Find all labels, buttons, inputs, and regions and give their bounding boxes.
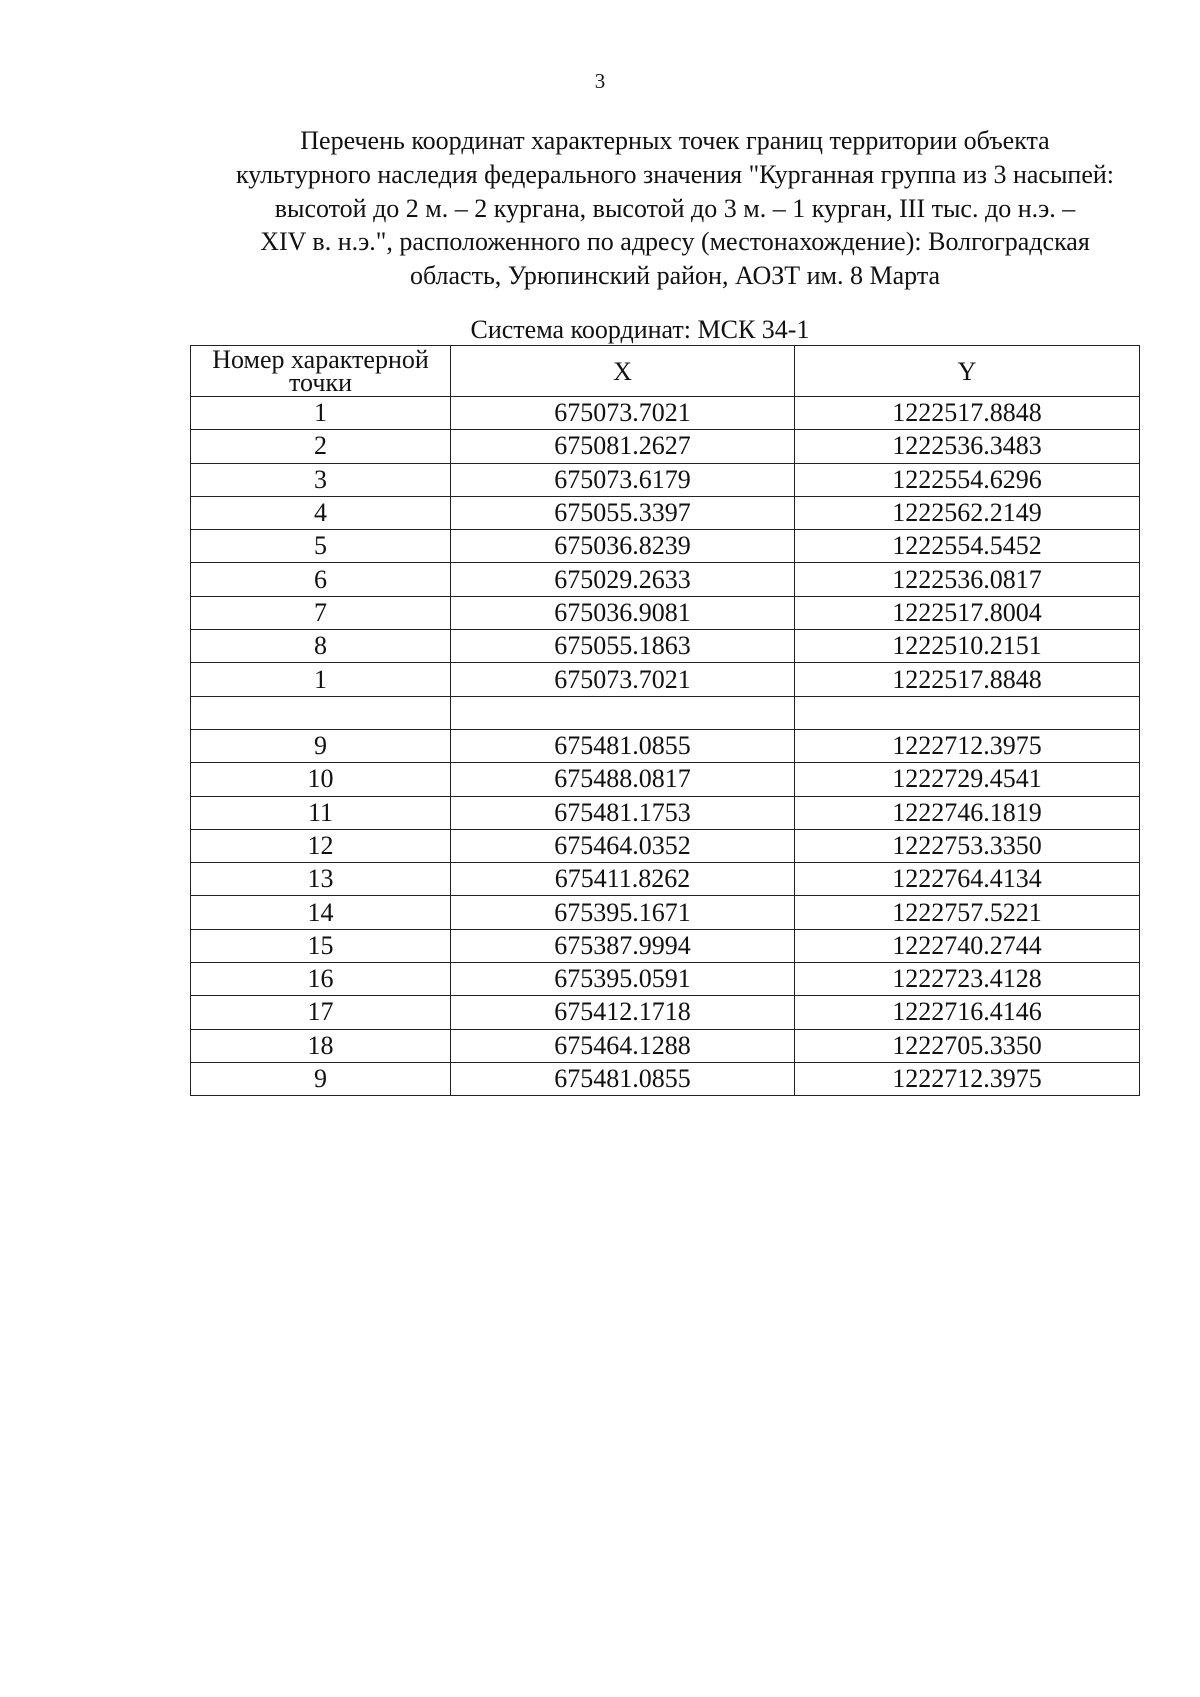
point-number-cell: 1 [191,663,451,696]
x-coordinate-cell: 675464.1288 [451,1029,795,1062]
table-row [191,863,1140,896]
y-coordinate-cell: 1222753.3350 [795,829,1140,862]
x-coordinate-cell: 675073.7021 [451,663,795,696]
table-row [191,763,1140,796]
y-coordinate-cell: 1222510.2151 [795,630,1140,663]
y-coordinate-cell: 1222705.3350 [795,1029,1140,1062]
x-coordinate-cell: 675481.1753 [451,796,795,829]
title-line: Перечень координат характерных точек границ территории объекта [300,126,1050,155]
x-coordinate-cell: 675412.1718 [451,996,795,1029]
table-row [191,530,1140,563]
y-coordinate-cell: 1222562.2149 [795,496,1140,529]
point-number-cell: 9 [191,1062,451,1095]
y-coordinate-cell: 1222712.3975 [795,729,1140,762]
y-coordinate-cell: 1222517.8848 [795,397,1140,430]
point-number-cell: 15 [191,929,451,962]
table-row [191,696,1140,729]
y-coordinate-cell: 1222740.2744 [795,929,1140,962]
table-body [191,397,1140,1096]
header-point-number [191,346,451,397]
table-row [191,496,1140,529]
table-row [191,596,1140,629]
x-coordinate-cell: 675395.1671 [451,896,795,929]
y-coordinate-cell: 1222554.5452 [795,530,1140,563]
x-coordinate-cell: 675481.0855 [451,1062,795,1095]
x-coordinate-cell: 675055.3397 [451,496,795,529]
x-coordinate-cell: 675081.2627 [451,430,795,463]
y-coordinate-cell: 1222517.8004 [795,596,1140,629]
document-title [150,124,1200,293]
title-line: культурного наследия федерального значения "Курганная группа из 3 насыпей: [235,159,1115,189]
x-coordinate-cell: 675055.1863 [451,630,795,663]
x-coordinate-cell [451,696,795,729]
point-number-cell: 5 [191,530,451,563]
table-row [191,663,1140,696]
header-point-number-line1: Номер характерной [212,345,429,374]
table-row [191,963,1140,996]
y-coordinate-cell [795,696,1140,729]
x-coordinate-cell: 675481.0855 [451,729,795,762]
y-coordinate-cell: 1222536.3483 [795,430,1140,463]
x-coordinate-cell: 675036.9081 [451,596,795,629]
point-number-cell: 8 [191,630,451,663]
y-coordinate-cell: 1222517.8848 [795,663,1140,696]
coordinates-table [190,345,1140,1096]
table-row [191,896,1140,929]
point-number-cell [191,696,451,729]
point-number-cell: 4 [191,496,451,529]
table-row [191,1029,1140,1062]
y-coordinate-cell: 1222723.4128 [795,963,1140,996]
point-number-cell: 13 [191,863,451,896]
header-x: X [451,346,795,397]
table-row [191,929,1140,962]
point-number-cell: 6 [191,563,451,596]
table-row [191,630,1140,663]
y-coordinate-cell: 1222764.4134 [795,863,1140,896]
page-number: 3 [594,69,606,93]
y-coordinate-cell: 1222716.4146 [795,996,1140,1029]
x-coordinate-cell: 675029.2633 [451,563,795,596]
point-number-cell: 3 [191,463,451,496]
point-number-cell: 16 [191,963,451,996]
header-y: Y [795,346,1140,397]
point-number-cell: 1 [191,397,451,430]
table-row [191,996,1140,1029]
table-row [191,397,1140,430]
point-number-cell: 12 [191,829,451,862]
x-coordinate-cell: 675411.8262 [451,863,795,896]
header-point-number-line2: точки [289,368,352,397]
title-line: XIV в. н.э.", расположенного по адресу (местонахождение): Волгоградская [260,227,1090,257]
table-row [191,463,1140,496]
point-number-cell: 17 [191,996,451,1029]
point-number-cell: 11 [191,796,451,829]
y-coordinate-cell: 1222757.5221 [795,896,1140,929]
y-coordinate-cell: 1222729.4541 [795,763,1140,796]
table-row [191,430,1140,463]
x-coordinate-cell: 675488.0817 [451,763,795,796]
x-coordinate-cell: 675073.7021 [451,397,795,430]
coordinate-system-caption: Система координат: МСК 34-1 [470,315,810,344]
table-row [191,563,1140,596]
point-number-cell: 9 [191,729,451,762]
x-coordinate-cell: 675395.0591 [451,963,795,996]
point-number-cell: 14 [191,896,451,929]
x-coordinate-cell: 675387.9994 [451,929,795,962]
table-header-row [191,346,1140,397]
table-row [191,729,1140,762]
title-line: область, Урюпинский район, АОЗТ им. 8 Марта [409,261,941,291]
table-row [191,829,1140,862]
y-coordinate-cell: 1222536.0817 [795,563,1140,596]
y-coordinate-cell: 1222554.6296 [795,463,1140,496]
title-line: высотой до 2 м. – 2 кургана, высотой до 3 м. – 1 курган, III тыс. до н.э. – [274,193,1076,223]
y-coordinate-cell: 1222746.1819 [795,796,1140,829]
y-coordinate-cell: 1222712.3975 [795,1062,1140,1095]
x-coordinate-cell: 675073.6179 [451,463,795,496]
point-number-cell: 18 [191,1029,451,1062]
x-coordinate-cell: 675464.0352 [451,829,795,862]
table-row [191,1062,1140,1095]
x-coordinate-cell: 675036.8239 [451,530,795,563]
table-row [191,796,1140,829]
point-number-cell: 10 [191,763,451,796]
point-number-cell: 7 [191,596,451,629]
point-number-cell: 2 [191,430,451,463]
